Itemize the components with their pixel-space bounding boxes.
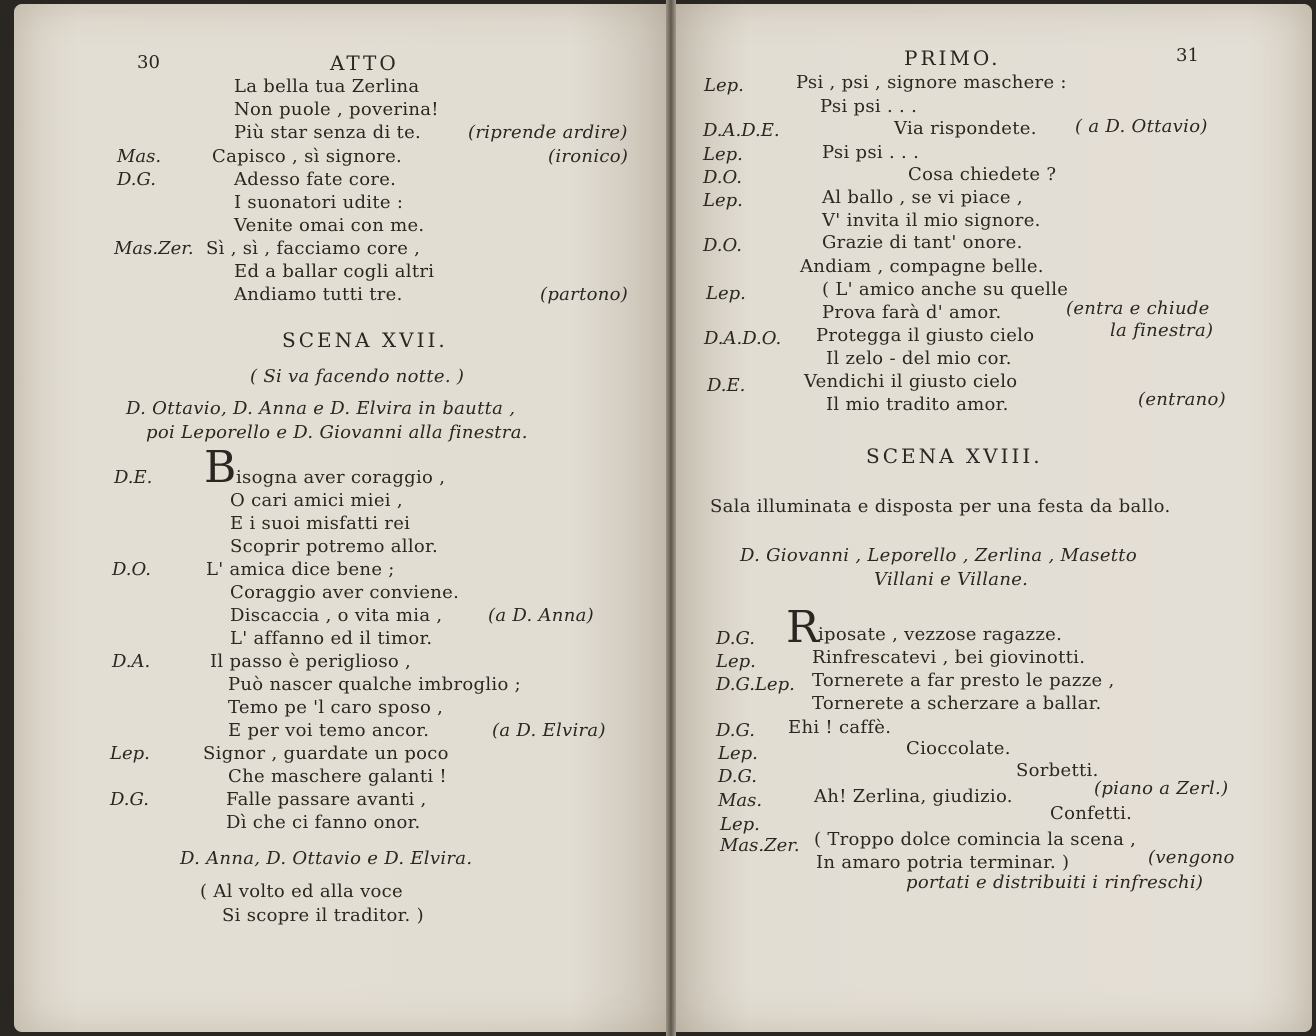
speaker-label: D.G. (117, 169, 156, 190)
stage-note: (entra e chiude (1066, 298, 1210, 319)
stage-note: (a D. Elvira) (492, 720, 606, 741)
stage-note: (riprende ardire) (468, 122, 628, 143)
verse-line: Può nascer qualche imbroglio ; (228, 674, 521, 695)
verse-line: Ed a ballar cogli altri (234, 261, 435, 282)
verse-line: V' invita il mio signore. (822, 210, 1041, 231)
verse-line: Il passo è periglioso , (210, 651, 412, 672)
verse-line: ( Al volto ed alla voce (200, 881, 404, 902)
verse-line: Andiamo tutti tre. (234, 284, 403, 305)
verse-line: Più star senza di te. (234, 122, 422, 143)
characters-line: poi Leporello e D. Giovanni alla finestra. (146, 422, 528, 443)
characters-line: Villani e Villane. (874, 569, 1029, 590)
speaker-label: Mas.Zer. (114, 238, 194, 259)
verse-line: Capisco , sì signore. (212, 146, 403, 167)
speaker-label: D.O. (703, 167, 742, 188)
stage-direction: ( Si va facendo notte. ) (250, 366, 465, 387)
verse-line: Andiam , compagne belle. (800, 256, 1044, 277)
drop-cap: B (204, 442, 237, 493)
scene-heading: SCENA XVII. (282, 328, 448, 352)
verse-line: Confetti. (1050, 803, 1133, 824)
speaker-label: D.G.Lep. (716, 674, 795, 695)
speaker-label: Lep. (704, 75, 744, 96)
stage-note: (entrano) (1138, 389, 1226, 410)
stage-note: (a D. Anna) (488, 605, 594, 626)
left-page-number: 30 (137, 52, 160, 73)
speaker-label: Lep. (706, 283, 746, 304)
verse-line: Dì che ci fanno onor. (226, 812, 421, 833)
verse-line: Tornerete a far presto le pazze , (812, 670, 1115, 691)
verse-line: Sorbetti. (1016, 760, 1099, 781)
speaker-label: Lep. (110, 743, 150, 764)
verse-line: Il zelo - del mio cor. (826, 348, 1012, 369)
stage-note: portati e distribuiti i rinfreschi) (906, 872, 1204, 893)
stage-note: (vengono (1148, 847, 1235, 868)
verse-line: Scoprir potremo allor. (230, 536, 438, 557)
speaker-label: D.G. (718, 766, 757, 787)
verse-line: Psi psi . . . (820, 96, 918, 117)
speaker-label: Lep. (718, 743, 758, 764)
verse-line: L' amica dice bene ; (206, 559, 395, 580)
setting-line: Sala illuminata e disposta per una festa da ballo. (710, 496, 1171, 517)
stage-note: (ironico) (548, 146, 629, 167)
left-running-head: ATTO (330, 51, 399, 75)
verse-line: Temo pe 'l caro sposo , (228, 697, 444, 718)
verse-line: Protegga il giusto cielo (816, 325, 1035, 346)
characters-line: D. Anna, D. Ottavio e D. Elvira. (180, 848, 473, 869)
verse-line: Via rispondete. (894, 118, 1037, 139)
verse-line: Grazie di tant' onore. (822, 232, 1023, 253)
verse-line: Al ballo , se vi piace , (822, 187, 1023, 208)
verse-line: Ah! Zerlina, giudizio. (814, 786, 1013, 807)
verse-line: Venite omai con me. (234, 215, 425, 236)
speaker-label: D.O. (703, 235, 742, 256)
verse-line: Che maschere galanti ! (228, 766, 447, 787)
verse-line: Si scopre il traditor. ) (222, 905, 424, 926)
verse-line: I suonatori udite : (234, 192, 404, 213)
speaker-label: D.G. (716, 628, 755, 649)
right-page-number: 31 (1176, 45, 1199, 66)
verse-line: Discaccia , o vita mia , (230, 605, 443, 626)
speaker-label: D.E. (114, 467, 153, 488)
speaker-label: Lep. (716, 651, 756, 672)
verse-line: ( L' amico anche su quelle (822, 279, 1069, 300)
stage-note: (partono) (540, 284, 629, 305)
stage-note: (piano a Zerl.) (1094, 778, 1229, 799)
verse-line: Prova farà d' amor. (822, 302, 1002, 323)
speaker-label: Mas. (117, 146, 162, 167)
verse-line: isogna aver coraggio , (236, 467, 446, 488)
verse-line: Vendichi il giusto cielo (804, 371, 1018, 392)
speaker-label: Lep. (703, 144, 743, 165)
verse-line: E i suoi misfatti rei (230, 513, 411, 534)
speaker-label: D.A.D.O. (704, 328, 782, 349)
speaker-label: Lep. (720, 814, 760, 835)
right-running-head: PRIMO. (904, 46, 1001, 70)
verse-line: Ehi ! caffè. (788, 717, 892, 738)
verse-line: Cosa chiedete ? (908, 164, 1057, 185)
verse-line: Il mio tradito amor. (826, 394, 1009, 415)
verse-line: Non puole , poverina! (234, 99, 439, 120)
verse-line: Signor , guardate un poco (203, 743, 449, 764)
speaker-label: D.G. (110, 789, 149, 810)
verse-line: Psi psi . . . (822, 142, 920, 163)
speaker-label: D.A. (112, 651, 151, 672)
verse-line: E per voi temo ancor. (228, 720, 430, 741)
speaker-label: D.A.D.E. (703, 120, 780, 141)
speaker-label: D.O. (112, 559, 151, 580)
verse-line: ( Troppo dolce comincia la scena , (814, 829, 1137, 850)
speaker-label: Lep. (703, 190, 743, 211)
verse-line: iposate , vezzose ragazze. (818, 624, 1063, 645)
verse-line: Sì , sì , facciamo core , (206, 238, 421, 259)
scene-heading: SCENA XVIII. (866, 444, 1043, 468)
verse-line: Cioccolate. (906, 738, 1011, 759)
verse-line: Coraggio aver conviene. (230, 582, 460, 603)
speaker-label: Mas. (718, 790, 763, 811)
verse-line: Falle passare avanti , (226, 789, 427, 810)
speaker-label: Mas.Zer. (720, 835, 800, 856)
verse-line: Tornerete a scherzare a ballar. (812, 693, 1102, 714)
verse-line: L' affanno ed il timor. (230, 628, 433, 649)
verse-line: Rinfrescatevi , bei giovinotti. (812, 647, 1086, 668)
verse-line: Psi , psi , signore maschere : (796, 72, 1067, 93)
stage-note: la finestra) (1110, 320, 1214, 341)
characters-line: D. Giovanni , Leporello , Zerlina , Masetto (740, 545, 1137, 566)
verse-line: In amaro potria terminar. ) (816, 852, 1070, 873)
speaker-label: D.E. (707, 375, 746, 396)
verse-line: Adesso fate core. (234, 169, 397, 190)
verse-line: O cari amici miei , (230, 490, 403, 511)
verse-line: La bella tua Zerlina (234, 76, 420, 97)
characters-line: D. Ottavio, D. Anna e D. Elvira in bautta , (126, 398, 516, 419)
speaker-label: D.G. (716, 720, 755, 741)
stage-note: ( a D. Ottavio) (1075, 116, 1208, 137)
book-spine (666, 0, 676, 1036)
drop-cap: R (786, 602, 820, 653)
